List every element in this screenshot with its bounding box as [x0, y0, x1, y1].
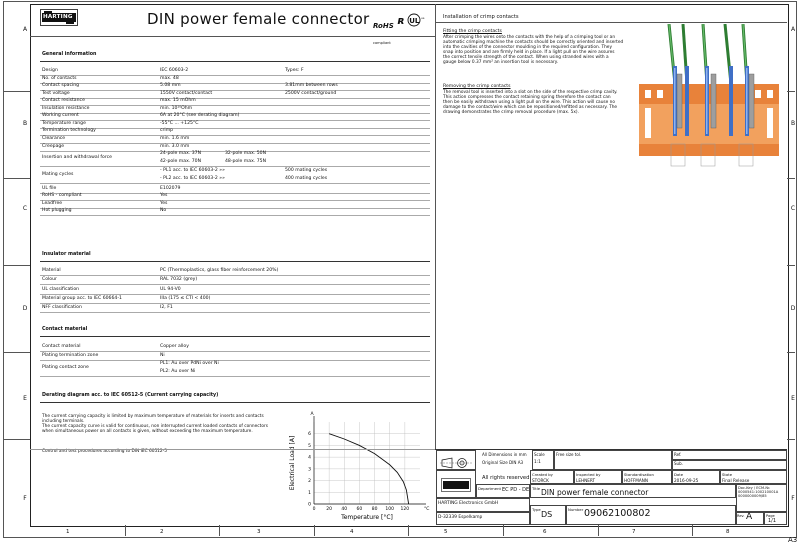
x-tick-label: 40: [341, 507, 348, 512]
spec-value: RAL 7032 (grey): [160, 277, 198, 283]
row-tick: [787, 178, 795, 179]
spec-value: Yes: [160, 200, 168, 206]
free-size-tol: Free size tol.: [556, 452, 582, 457]
rohs-text: RoHS: [373, 22, 394, 30]
row-divider: [40, 376, 430, 377]
date-label: Date: [674, 472, 684, 477]
svg-text:ʀ: ʀ: [398, 14, 406, 27]
spec-value: Ni: [160, 352, 165, 358]
spec-value: 24-pole max. 37N: [160, 151, 202, 157]
row-letter-right: E: [791, 395, 795, 402]
row-divider: [40, 294, 430, 295]
spec-value: 42-pole max. 70N: [160, 159, 202, 165]
y-tick-label: 4: [308, 455, 311, 461]
row-letter-left: E: [23, 395, 27, 402]
row-divider: [40, 143, 430, 144]
spec-value: UL 94-V0: [160, 286, 181, 292]
spec-value: E102079: [160, 185, 181, 191]
type-value: DS: [541, 510, 553, 519]
spec-label: No. of contacts: [42, 75, 77, 81]
page-title: DIN power female connector: [147, 10, 370, 28]
original-size: Original Size DIN A3: [482, 460, 524, 465]
spec-value: I2, F1: [160, 305, 173, 311]
spec-value: min. 10¹⁰Ohm: [160, 105, 193, 111]
x-tick-label: 60: [356, 507, 363, 512]
row-tick: [3, 352, 30, 353]
y-unit: A: [310, 412, 314, 417]
removing-heading: Removing the crimp contacts: [443, 84, 511, 89]
svg-text:us: us: [421, 16, 425, 20]
title-block-cell: [672, 450, 787, 460]
spec-label: Design: [42, 68, 58, 73]
drawing-title: DIN power female connector: [541, 488, 649, 497]
row-divider: [40, 200, 430, 201]
projection-symbol-icon: [440, 454, 472, 466]
row-divider: [40, 128, 430, 129]
number-label: Number: [568, 507, 584, 512]
x-tick-label: 20: [326, 507, 333, 512]
state-value: Final Release: [722, 478, 750, 483]
revision-value: A: [746, 512, 753, 522]
column-tick: [503, 525, 504, 536]
spec-value: crimp: [160, 128, 174, 134]
spec-label: Insertion and withdrawal force: [42, 155, 112, 161]
spec-label: NFF classification: [42, 305, 82, 311]
x-tick-label: 120: [400, 507, 410, 512]
x-tick-label: 0: [312, 507, 316, 512]
spec-value: PC (Thermoplastics, glass fiber reinforcement 20%): [160, 268, 279, 273]
row-divider: [40, 120, 430, 121]
x-tick-label: 100: [385, 507, 395, 512]
general-info-title: General information: [42, 52, 97, 57]
row-tick: [3, 265, 30, 266]
fitting-heading: Fitting the crimp contacts: [443, 29, 502, 34]
row-tick: [3, 178, 30, 179]
spec-label: Clearance: [42, 135, 66, 141]
spec-value: Copper alloy: [160, 344, 189, 349]
department-label: Department: [478, 486, 501, 491]
row-letter-right: A: [790, 26, 796, 33]
y-tick-label: 6: [308, 432, 311, 438]
spec-value: 5.08 mm: [160, 83, 181, 89]
spec-label: Test voltage: [42, 90, 70, 96]
dimension-note: All Dimensions in mm: [482, 452, 527, 457]
spec-value: min. 3.0 mm: [160, 143, 190, 149]
inspected-by: LEHNERT: [576, 478, 596, 483]
column-tick: [125, 525, 126, 536]
y-tick-label: 0: [308, 502, 311, 508]
column-tick: [598, 525, 599, 536]
spec-label: Plating contact zone: [42, 365, 89, 370]
ul-text: UL: [409, 16, 420, 25]
header-underline: [30, 36, 435, 37]
company-address: D-32339 Espelkamp: [438, 515, 483, 520]
harting-small-logo: [441, 477, 471, 491]
row-divider: [40, 90, 430, 91]
spec-label: UL file: [42, 185, 57, 191]
column-number: 3: [257, 529, 261, 535]
y-tick-label: 2: [308, 479, 311, 485]
spec-value-2: 48-pole max. 75N: [225, 159, 267, 165]
spec-value-2: 3.81mm between rows: [285, 83, 338, 89]
row-divider: [40, 83, 430, 84]
department-value: EC PD - DE: [502, 487, 530, 493]
insulator-title: Insulator material: [42, 252, 91, 257]
derating-title: Derating diagram acc. to IEC 60512-5 (Current carrying capacity): [42, 393, 219, 398]
general-info-rule: [40, 61, 430, 62]
spec-value-2: Types: F: [285, 68, 304, 73]
row-letter-left: A: [22, 26, 28, 33]
contact-rule: [40, 336, 430, 337]
row-divider: [40, 284, 430, 285]
drawing-number: 09062100802: [584, 508, 651, 519]
row-tick: [787, 91, 795, 92]
inspected-label: Inspected by: [576, 472, 601, 477]
sheet-size: A3: [788, 536, 798, 544]
company-name: HARTING Electronics GmbH: [438, 501, 499, 506]
created-label: Created by: [532, 472, 553, 477]
row-tick: [3, 439, 30, 440]
row-divider: [40, 360, 430, 361]
spec-label: Leadfree: [42, 200, 63, 206]
row-divider: [40, 275, 430, 276]
title-block-cell: [672, 460, 787, 470]
column-number: 1: [66, 529, 70, 535]
x-unit: °C: [424, 507, 430, 512]
spec-value-2: 2500V contact/ground: [285, 90, 337, 96]
spec-value: max. 15 mOhm: [160, 98, 196, 104]
row-divider: [40, 183, 430, 184]
page-value: 1/1: [768, 518, 777, 524]
row-letter-left: C: [22, 205, 28, 212]
row-divider: [40, 166, 430, 167]
column-number: 6: [543, 529, 547, 535]
row-tick: [787, 265, 795, 266]
spec-label: RoHS - compliant: [42, 193, 82, 199]
scale-value: 1:1: [534, 460, 541, 465]
standardisation-by: HOFFMANN: [624, 478, 649, 483]
spec-label: Plating termination zone: [42, 352, 99, 358]
spec-value: 6A at 20°C (see derating diagram): [160, 113, 240, 119]
contact-title: Contact material: [42, 327, 88, 332]
spec-value: - PL1 acc. to IEC 60603-2 »»: [160, 168, 225, 174]
spec-label: Colour: [42, 277, 57, 283]
spec-value-2: 500 mating cycles: [285, 168, 328, 174]
spec-label: Temperature range: [42, 120, 86, 126]
crimp-title: Installation of crimp contacts: [443, 14, 519, 20]
scale-label: Scale: [534, 452, 545, 457]
row-letter-right: D: [790, 305, 796, 312]
doc-key: Doc-Key / ECM-Nr. 0000541:100210001A 0000000009/85: [738, 486, 779, 499]
spec-value: Yes: [160, 193, 168, 199]
title-label: Title: [532, 486, 541, 491]
spec-value: PL1: Au over PdNi over Ni: [160, 361, 219, 366]
row-tick: [787, 352, 795, 353]
removing-text: The removal tool is inserted into a slot on the side of the respective crimp cavity. This action compresses the contact retaining spring therefore the contact can then be easily withdrawn using a light pull on the wire. This action will cause no damage to the contact/wire which can be repositioned/refitted as necessary. The drawing demonstrates the crimp removal procedure (max. 5x).: [443, 90, 618, 116]
spec-label: Material group acc. to IEC 60664-1: [42, 295, 122, 301]
spec-value-2: 400 mating cycles: [285, 176, 328, 182]
spec-label: Mating cycles: [42, 172, 74, 178]
derating-procedure: Control and test procedures according to DIN IEC 60512-5: [42, 449, 167, 454]
crimp-removal-illustration: [635, 24, 785, 174]
spec-label: Insulation resistance: [42, 105, 90, 111]
spec-value: max. 48: [160, 75, 179, 81]
spec-value: No: [160, 208, 167, 214]
spec-value: PL2: Au over Ni: [160, 369, 196, 374]
y-tick-label: 5: [308, 443, 311, 449]
rev-label: Rev.: [737, 514, 745, 518]
column-tick: [692, 525, 693, 536]
ul-mark-icon: [397, 12, 427, 31]
spec-value: 1550V contact/contact: [160, 90, 213, 96]
spec-label: Working current: [42, 113, 79, 119]
row-tick: [787, 439, 795, 440]
logo-text: HARTING: [43, 14, 73, 20]
row-divider: [40, 351, 430, 352]
row-letter-left: F: [23, 495, 27, 502]
type-label: Type: [532, 507, 541, 512]
spec-value: IIIa (175 ≤ CTI < 400): [160, 295, 211, 301]
spec-label: Contact material: [42, 344, 81, 349]
x-axis-label: Temperature [°C]: [341, 514, 393, 521]
harting-logo: [40, 9, 78, 26]
row-letter-left: B: [22, 120, 28, 127]
x-tick-label: 80: [371, 507, 378, 512]
column-number: 4: [350, 529, 354, 535]
spec-value-2: 32-pole max. 50N: [225, 151, 267, 157]
spec-label: Termination technology: [42, 128, 96, 134]
row-divider: [40, 303, 430, 304]
column-number: 2: [160, 529, 164, 535]
row-letter-left: D: [22, 305, 28, 312]
row-divider: [40, 75, 430, 76]
spec-label: Contact spacing: [42, 83, 80, 89]
spec-value: -55°C ... +125°C: [160, 120, 199, 126]
row-divider: [40, 135, 430, 136]
fitting-text: After crimping the wires onto the contacts with the help of a crimping tool or an automatic crimping machine the contacts should be correctly oriented and inserted into the cavities of the connector moulding in the required configuration. They snap into position and are firmly held in place. If a light pull on the wire assures the correct tensile strength of the contact. When using stranded wires with a gauge below 0.37 mm² an insertion tool is necessary.: [443, 35, 624, 66]
y-tick-label: 1: [308, 490, 311, 496]
row-letter-right: B: [790, 120, 796, 127]
row-tick: [3, 91, 30, 92]
row-divider: [40, 208, 430, 209]
rights-reserved: All rights reserved: [482, 475, 530, 481]
row-divider: [40, 98, 430, 99]
insulator-rule: [40, 261, 430, 262]
spec-label: Material: [42, 268, 61, 273]
page-label: Page: [766, 514, 775, 518]
column-number: 5: [444, 529, 448, 535]
row-letter-right: C: [790, 205, 796, 212]
date-value: 2016-09-25: [674, 478, 699, 483]
y-axis-label: Electrical Load [A]: [289, 435, 296, 491]
row-divider: [40, 312, 430, 313]
state-label: State: [722, 472, 733, 477]
derating-description: The current carrying capacity is limited by maximum temperature of materials for inserts and contacts including terminals. The current capacity curve is valid for continuous, non interrupted current loaded contacts of connectors when simultaneous power on all contacts is given, without exceeding the maximum temperature.: [42, 414, 268, 435]
derating-rule: [40, 402, 430, 403]
y-tick-label: 3: [308, 467, 311, 473]
rohs-badge: [373, 13, 394, 51]
spec-label: UL classification: [42, 286, 80, 292]
spec-label: Contact resistance: [42, 98, 85, 104]
standard-label: Standardisation: [624, 472, 654, 477]
spec-label: Creepage: [42, 143, 65, 149]
crimp-title-rule: [435, 22, 787, 23]
spec-label: Hot plugging: [42, 208, 72, 214]
spec-value: IEC 60603-2: [160, 68, 189, 73]
row-divider: [40, 193, 430, 194]
spec-value: - PL2 acc. to IEC 60603-2 »»: [160, 176, 225, 182]
row-letter-right: F: [791, 495, 795, 502]
column-divider: [435, 4, 436, 449]
row-divider: [40, 215, 430, 216]
sub-label: Sub.: [674, 461, 683, 466]
column-number: 7: [632, 529, 636, 535]
spec-value: min. 1.6 mm: [160, 135, 190, 141]
rohs-sub: compliant: [373, 41, 391, 45]
title-block-left-top: [30, 449, 435, 450]
created-by: STORCK: [532, 478, 549, 483]
column-number: 8: [726, 529, 730, 535]
derating-chart: [282, 410, 432, 528]
column-tick: [219, 525, 220, 536]
ref-label: Ref.: [674, 452, 682, 457]
row-divider: [40, 105, 430, 106]
